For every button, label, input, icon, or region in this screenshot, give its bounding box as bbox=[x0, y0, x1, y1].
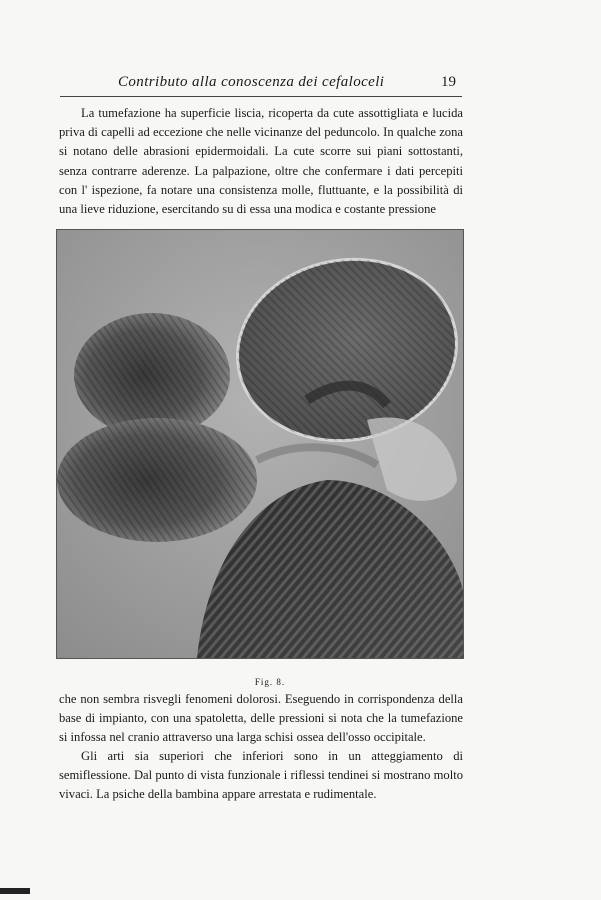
paragraph-continued: che non sembra risvegli fenomeni dolorosi. Eseguendo in corrispondenza della base di impianto, con una spatoletta, delle pressioni si nota che la tumefazione si infossa nel cranio attraverso una larga schisi ossea dell'osso occipitale. bbox=[59, 692, 463, 745]
scan-edge-mark bbox=[0, 888, 30, 894]
running-title: Contributo alla conoscenza dei cefaloceli bbox=[118, 74, 385, 90]
paragraph-top: La tumefazione ha superficie liscia, ricoperta da cute assottigliata e lucida priva di capelli ad eccezione che nelle vicinanze del peduncolo. In qualche zona si notano delle abrasioni epidermoidali. La cute scorre sui piani sottostanti, senza contrarre aderenze. La palpazione, oltre che confermare i dati percepiti con l' ispezione, fa notare una consistenza molle, fluttuante, e la possibilità di una lieve riduzione, esercitando su di essa una modica e costante pressione bbox=[59, 106, 463, 217]
radiograph-image bbox=[57, 230, 463, 658]
paragraph-last: Gli arti sia superiori che inferiori sono in un atteggiamento di semiflessione. Dal punto di vista funzionale i riflessi tendinei si mostrano molto vivaci. La psiche della bambina appare arrestata e rudimentale. bbox=[59, 749, 463, 802]
page-number: 19 bbox=[441, 74, 456, 90]
figure-caption: Fig. 8. bbox=[254, 677, 286, 687]
radiograph-figure bbox=[56, 229, 464, 659]
running-head bbox=[60, 72, 462, 97]
